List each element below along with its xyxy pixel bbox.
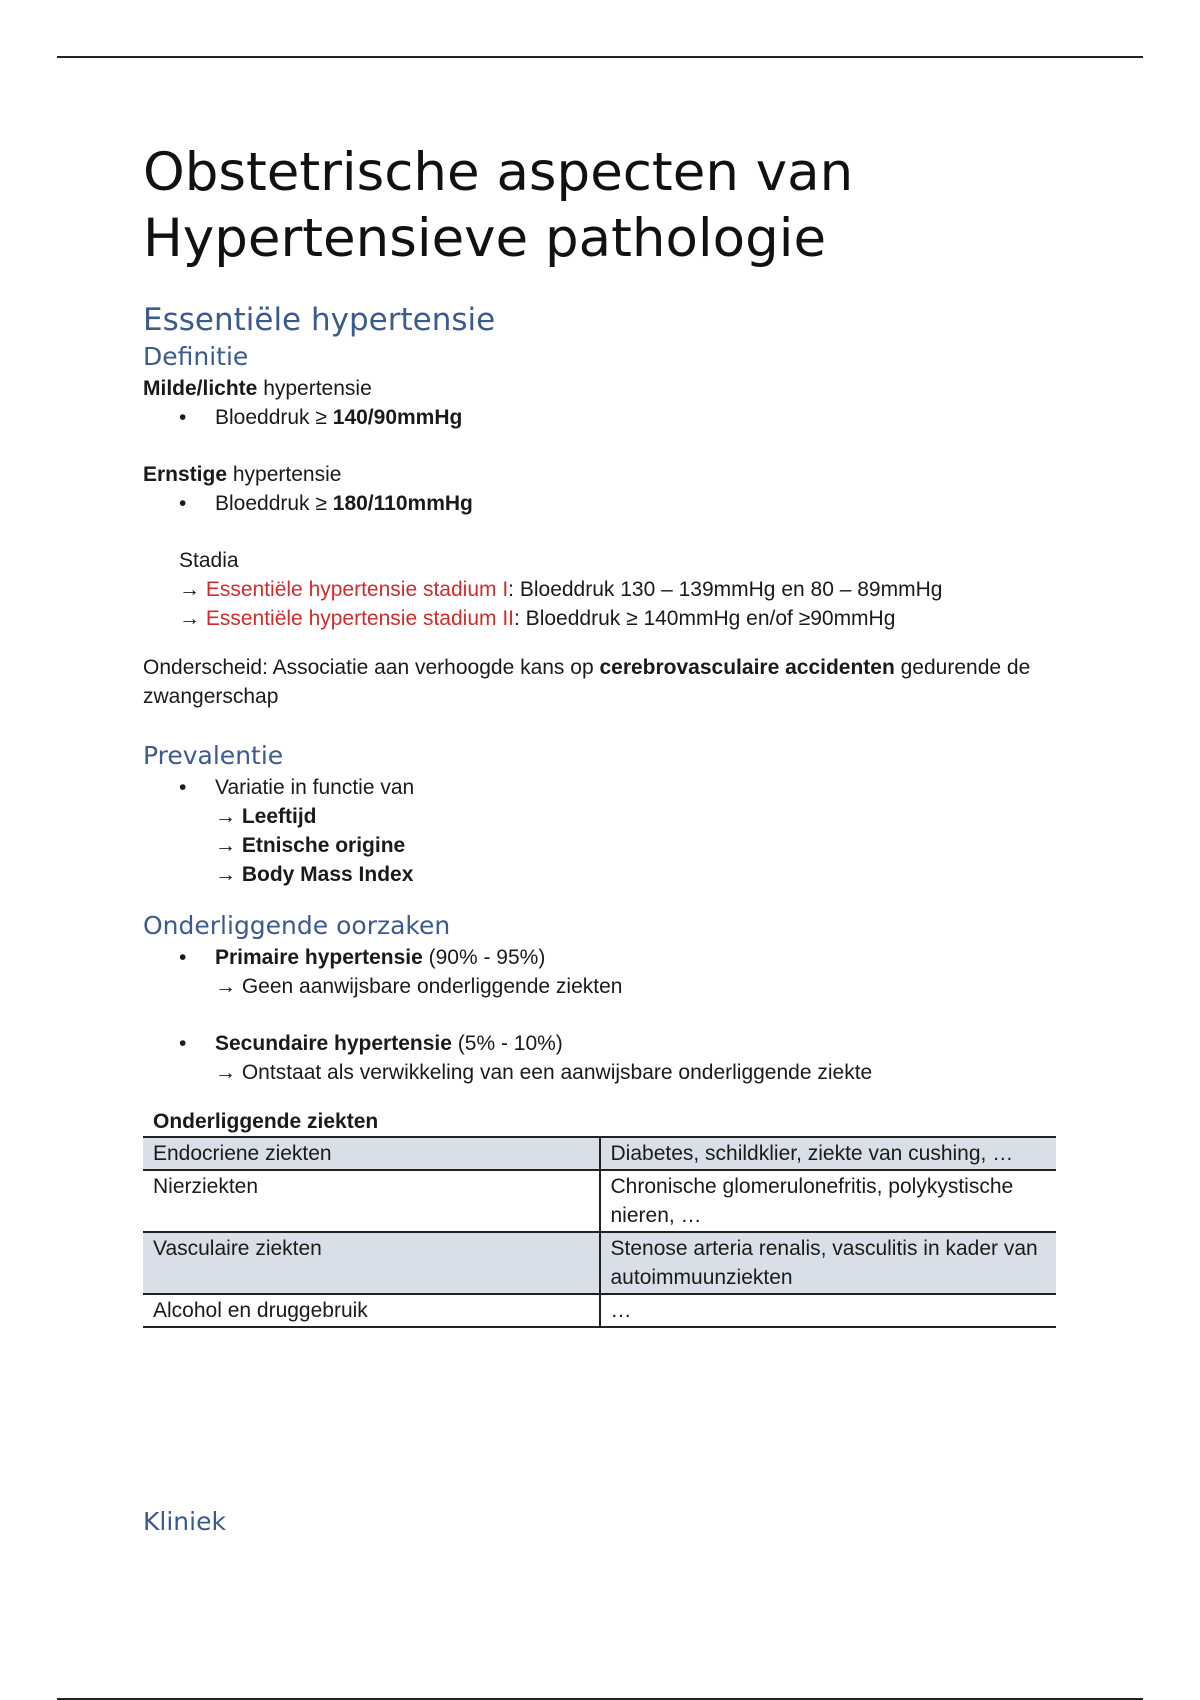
arrow-icon: → xyxy=(215,1061,242,1084)
document-body xyxy=(143,140,1058,1328)
arrow-icon: → xyxy=(215,863,242,886)
list-item: • Primaire hypertensie (90% - 95%) xyxy=(143,943,1058,972)
ernstig-hypertension-label: Ernstige hypertensie xyxy=(143,463,342,486)
table-cell: Stenose arteria renalis, vasculitis in kader van autoimmuunziekten xyxy=(600,1232,1057,1294)
prevalentie-item-leeftijd: → Leeftijd xyxy=(215,805,317,828)
table-row xyxy=(143,1170,1056,1232)
bullet-icon: • xyxy=(179,492,187,515)
arrow-icon: → xyxy=(179,607,206,630)
bullet-icon: • xyxy=(179,946,187,969)
table-row xyxy=(143,1294,1056,1327)
arrow-icon: → xyxy=(215,805,242,828)
page-title: Obstetrische aspecten van Hypertensieve pathologie xyxy=(143,142,854,269)
section-heading-essentiele-hypertensie: Essentiële hypertensie xyxy=(143,302,496,338)
arrow-icon: → xyxy=(215,834,242,857)
stadia-label: Stadia xyxy=(179,549,239,572)
bullet-icon: • xyxy=(179,1032,187,1055)
prevalentie-item-bmi: → Body Mass Index xyxy=(215,863,414,886)
onderscheid-paragraph: Onderscheid: Associatie aan verhoogde kans op cerebrovasculaire accidenten gedurende de zwangerschap xyxy=(143,656,1031,708)
secundair-sub: → Ontstaat als verwikkeling van een aanwijsbare onderliggende ziekte xyxy=(215,1061,873,1084)
prevalentie-item-etnische-origine: → Etnische origine xyxy=(215,834,406,857)
header-rule xyxy=(57,56,1143,58)
table-header: Onderliggende ziekten xyxy=(143,1107,1056,1137)
list-item: • Secundaire hypertensie (5% - 10%) xyxy=(143,1029,1058,1058)
onderliggende-ziekten-table xyxy=(143,1107,1056,1328)
stadium-1-line: → Essentiële hypertensie stadium I: Bloeddruk 130 – 139mmHg en 80 – 89mmHg xyxy=(179,578,943,601)
list-item: • Bloeddruk ≥ 180/110mmHg xyxy=(143,489,1058,518)
table-cell: Nierziekten xyxy=(143,1170,600,1232)
table-cell: Chronische glomerulonefritis, polykystische nieren, … xyxy=(600,1170,1057,1232)
mild-bullet-list xyxy=(143,403,1058,432)
subheading-kliniek: Kliniek xyxy=(143,1507,226,1536)
bullet-icon: • xyxy=(179,406,187,429)
table-cell: … xyxy=(600,1294,1057,1327)
primair-sub: → Geen aanwijsbare onderliggende ziekten xyxy=(215,975,623,998)
table-cell: Diabetes, schildklier, ziekte van cushing, … xyxy=(600,1137,1057,1170)
table-cell: Vasculaire ziekten xyxy=(143,1232,600,1294)
list-item: • Bloeddruk ≥ 140/90mmHg xyxy=(143,403,1058,432)
arrow-icon: → xyxy=(215,975,242,998)
subheading-definitie: Definitie xyxy=(143,342,249,371)
table-row xyxy=(143,1232,1056,1294)
table-cell: Alcohol en druggebruik xyxy=(143,1294,600,1327)
primair-list xyxy=(143,943,1058,972)
prevalentie-list xyxy=(143,773,1058,802)
ernstig-bullet-list xyxy=(143,489,1058,518)
list-item: • Variatie in functie van xyxy=(143,773,1058,802)
bullet-icon: • xyxy=(179,776,187,799)
secundair-list xyxy=(143,1029,1058,1058)
mild-hypertension-label: Milde/lichte hypertensie xyxy=(143,377,372,400)
subheading-onderliggende-oorzaken: Onderliggende oorzaken xyxy=(143,911,451,940)
table-cell: Endocriene ziekten xyxy=(143,1137,600,1170)
stadium-2-line: → Essentiële hypertensie stadium II: Bloeddruk ≥ 140mmHg en/of ≥90mmHg xyxy=(179,607,896,630)
subheading-prevalentie: Prevalentie xyxy=(143,741,284,770)
table-row xyxy=(143,1137,1056,1170)
arrow-icon: → xyxy=(179,578,206,601)
